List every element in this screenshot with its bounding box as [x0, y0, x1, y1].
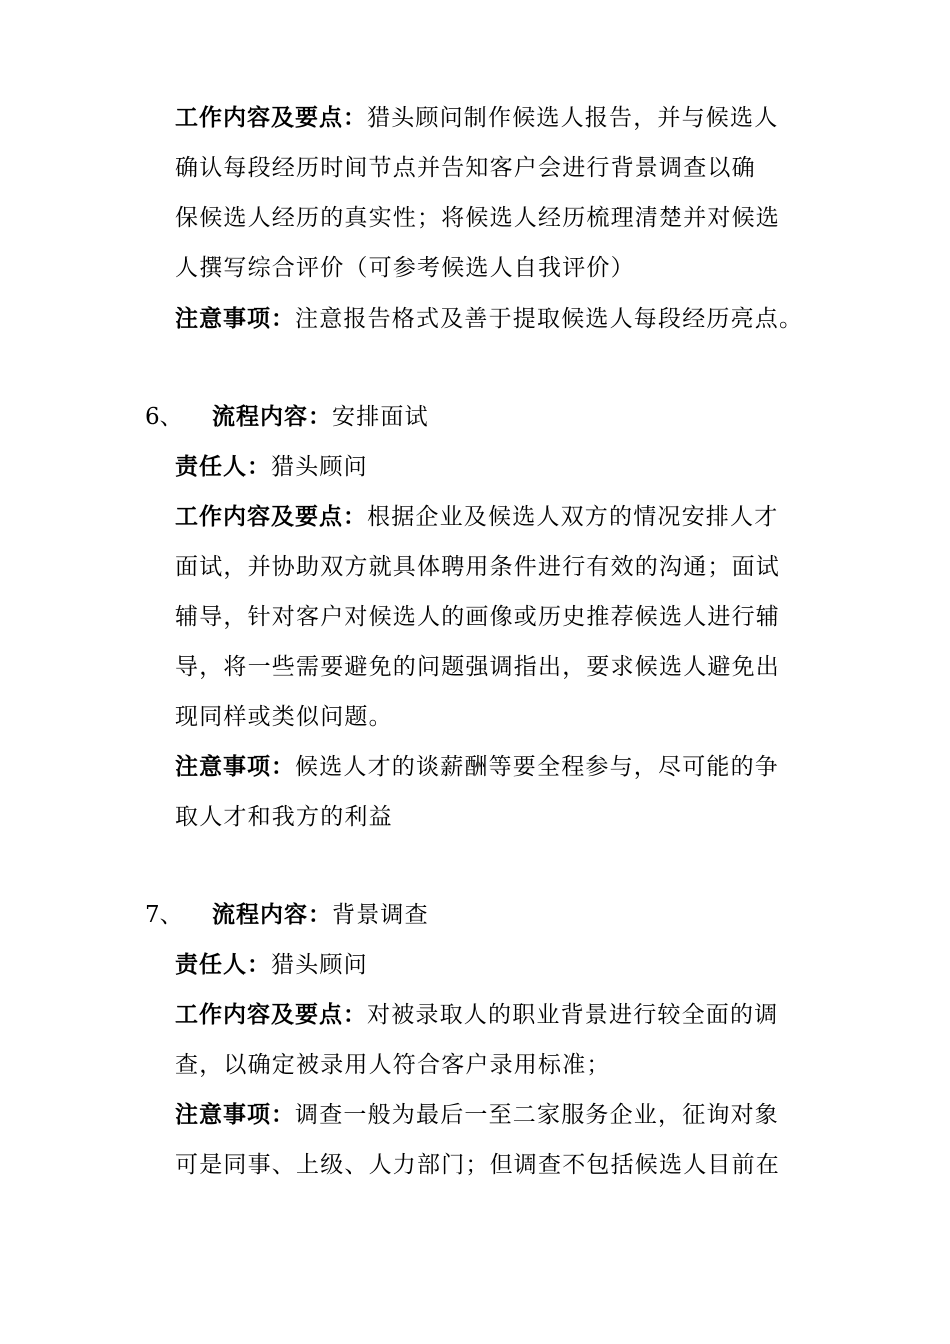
b6-work-line-2: 面试，并协助双方就具体聘用条件进行有效的沟通；面试	[175, 554, 780, 580]
b7-note-text-1: 调查一般为最后一至二家服务企业，征询对象	[295, 1102, 779, 1128]
b7-process-value: 背景调查	[332, 902, 429, 928]
b7-note-line-1	[175, 1100, 779, 1130]
b6-work-line-3: 辅导，针对客户对候选人的画像或历史推荐候选人进行辅	[175, 604, 780, 630]
b6-process-label: 流程内容：	[212, 404, 332, 430]
b7-work-line-1	[175, 1000, 778, 1030]
b7-number: 7、	[145, 902, 183, 928]
b5-work-line-2: 确认每段经历时间节点并告知客户会进行背景调查以确	[175, 155, 756, 181]
b6-owner-line	[175, 452, 368, 482]
b6-work-line-4: 导，将一些需要避免的问题强调指出，要求候选人避免出	[175, 654, 780, 680]
b6-work-line-5: 现同样或类似问题。	[175, 704, 393, 730]
b5-note-text-1: 注意报告格式及善于提取候选人每段经历亮点。	[295, 306, 804, 332]
b5-work-line-4: 人撰写综合评价（可参考候选人自我评价）	[175, 255, 635, 281]
b6-note-label: 注意事项：	[175, 754, 295, 780]
b6-owner-value: 猎头顾问	[271, 454, 368, 480]
b6-work-text-1: 根据企业及候选人双方的情况安排人才	[367, 504, 779, 530]
b6-process-value: 安排面试	[332, 404, 429, 430]
b7-owner-label: 责任人：	[175, 952, 271, 978]
b7-owner-value: 猎头顾问	[271, 952, 368, 978]
b5-work-text-1: 猎头顾问制作候选人报告，并与候选人	[367, 105, 779, 131]
b6-number: 6、	[145, 404, 183, 430]
b7-process-line	[212, 900, 429, 930]
b5-work-label: 工作内容及要点：	[175, 105, 367, 131]
b6-note-line-2: 取人才和我方的利益	[175, 804, 393, 830]
b6-process-line	[212, 402, 429, 432]
b6-work-line-1	[175, 502, 778, 532]
b7-work-label: 工作内容及要点：	[175, 1002, 367, 1028]
b6-note-text-1: 候选人才的谈薪酬等要全程参与，尽可能的争	[295, 754, 779, 780]
b5-work-line-1	[175, 103, 778, 133]
b7-work-line-2: 查，以确定被录用人符合客户录用标准；	[175, 1052, 611, 1078]
b6-owner-label: 责任人：	[175, 454, 271, 480]
b7-process-label: 流程内容：	[212, 902, 332, 928]
b7-owner-line	[175, 950, 368, 980]
b7-note-label: 注意事项：	[175, 1102, 295, 1128]
b7-note-line-2: 可是同事、上级、人力部门；但调查不包括候选人目前在	[175, 1152, 780, 1178]
b5-note-line-1	[175, 304, 803, 334]
b7-work-text-1: 对被录取人的职业背景进行较全面的调	[367, 1002, 779, 1028]
b6-note-line-1	[175, 752, 779, 782]
b5-work-line-3: 保候选人经历的真实性；将候选人经历梳理清楚并对候选	[175, 205, 780, 231]
b5-note-label: 注意事项：	[175, 306, 295, 332]
b6-work-label: 工作内容及要点：	[175, 504, 367, 530]
